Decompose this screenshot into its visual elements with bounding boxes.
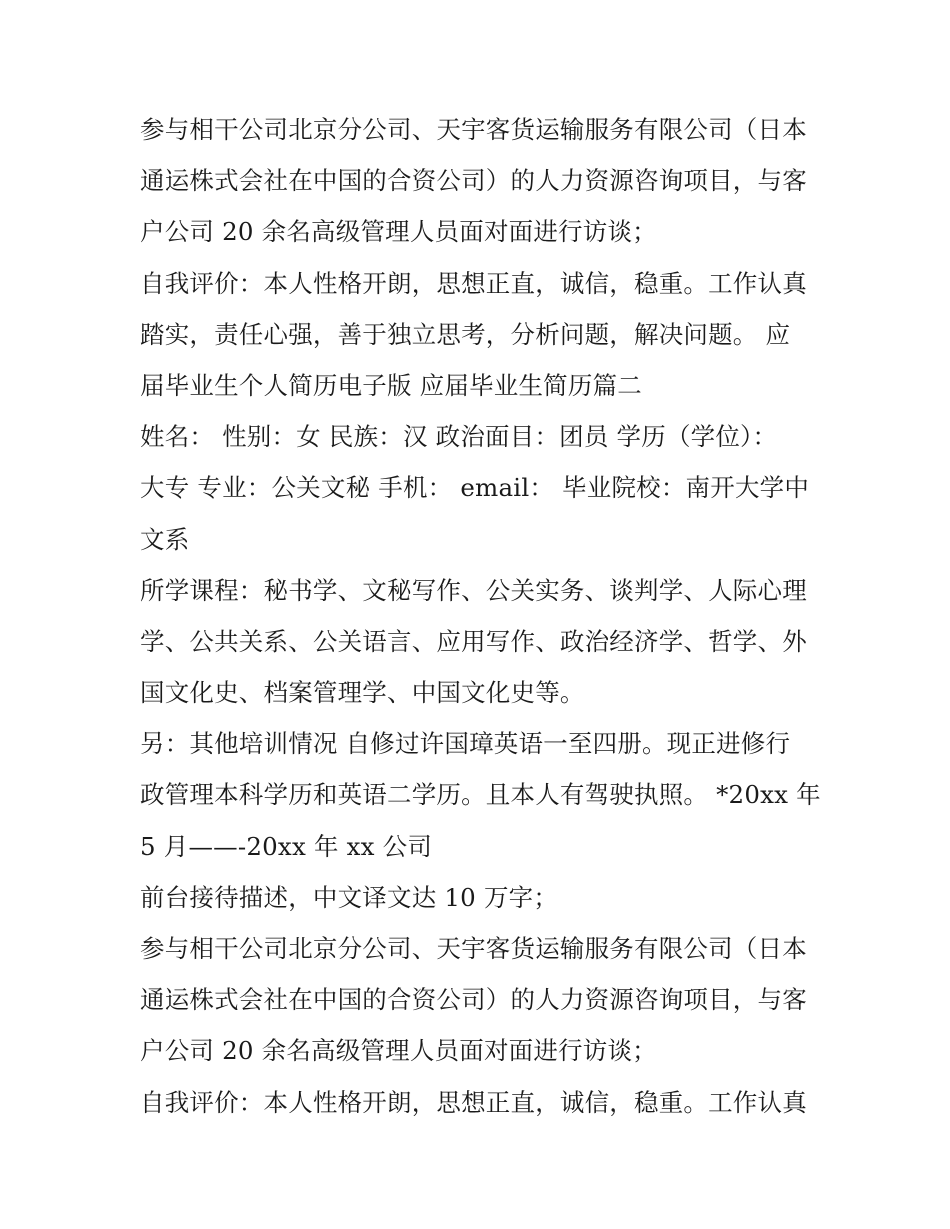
document-body bbox=[140, 104, 820, 1128]
text-line: 通运株式会社在中国的合资公司）的人力资源咨询项目，与客 bbox=[140, 166, 807, 196]
text-line: 所学课程：秘书学、文秘写作、公关实务、谈判学、人际心理 bbox=[140, 575, 807, 605]
text-line: 国文化史、档案管理学、中国文化史等。 bbox=[140, 678, 585, 708]
text-line: 前台接待描述，中文译文达 10 万字； bbox=[140, 882, 559, 912]
text-line: 学、公共关系、公关语言、应用写作、政治经济学、哲学、外 bbox=[140, 626, 807, 656]
text-line: 大专 专业：公关文秘 手机： email： 毕业院校：南开大学中 bbox=[140, 473, 810, 503]
text-line: 自我评价：本人性格开朗，思想正直，诚信，稳重。工作认真 bbox=[140, 1087, 807, 1117]
text-line: 文系 bbox=[140, 524, 190, 554]
text-line: 另：其他培训情况 自修过许国璋英语一至四册。现正进修行 bbox=[140, 729, 791, 759]
text-line: 姓名： 性别：女 民族：汉 政治面目：团员 学历（学位）： bbox=[140, 422, 778, 452]
text-line: 踏实，责任心强，善于独立思考，分析问题，解决问题。 应 bbox=[140, 319, 791, 349]
text-line: 参与相干公司北京分公司、天宇客货运输服务有限公司（日本 bbox=[140, 115, 807, 144]
text-line: 户公司 20 余名高级管理人员面对面进行访谈； bbox=[140, 217, 657, 247]
text-line: 自我评价：本人性格开朗，思想正直，诚信，稳重。工作认真 bbox=[140, 268, 807, 298]
text-line: 届毕业生个人简历电子版 应届毕业生简历篇二 bbox=[140, 370, 642, 400]
text-line: 政管理本科学历和英语二学历。且本人有驾驶执照。 *20xx 年 bbox=[140, 780, 821, 810]
text-line: 参与相干公司北京分公司、天宇客货运输服务有限公司（日本 bbox=[140, 934, 807, 963]
text-line: 通运株式会社在中国的合资公司）的人力资源咨询项目，与客 bbox=[140, 985, 807, 1015]
text-line: 5 月——-20xx 年 xx 公司 bbox=[140, 831, 433, 861]
text-line: 户公司 20 余名高级管理人员面对面进行访谈； bbox=[140, 1036, 657, 1066]
